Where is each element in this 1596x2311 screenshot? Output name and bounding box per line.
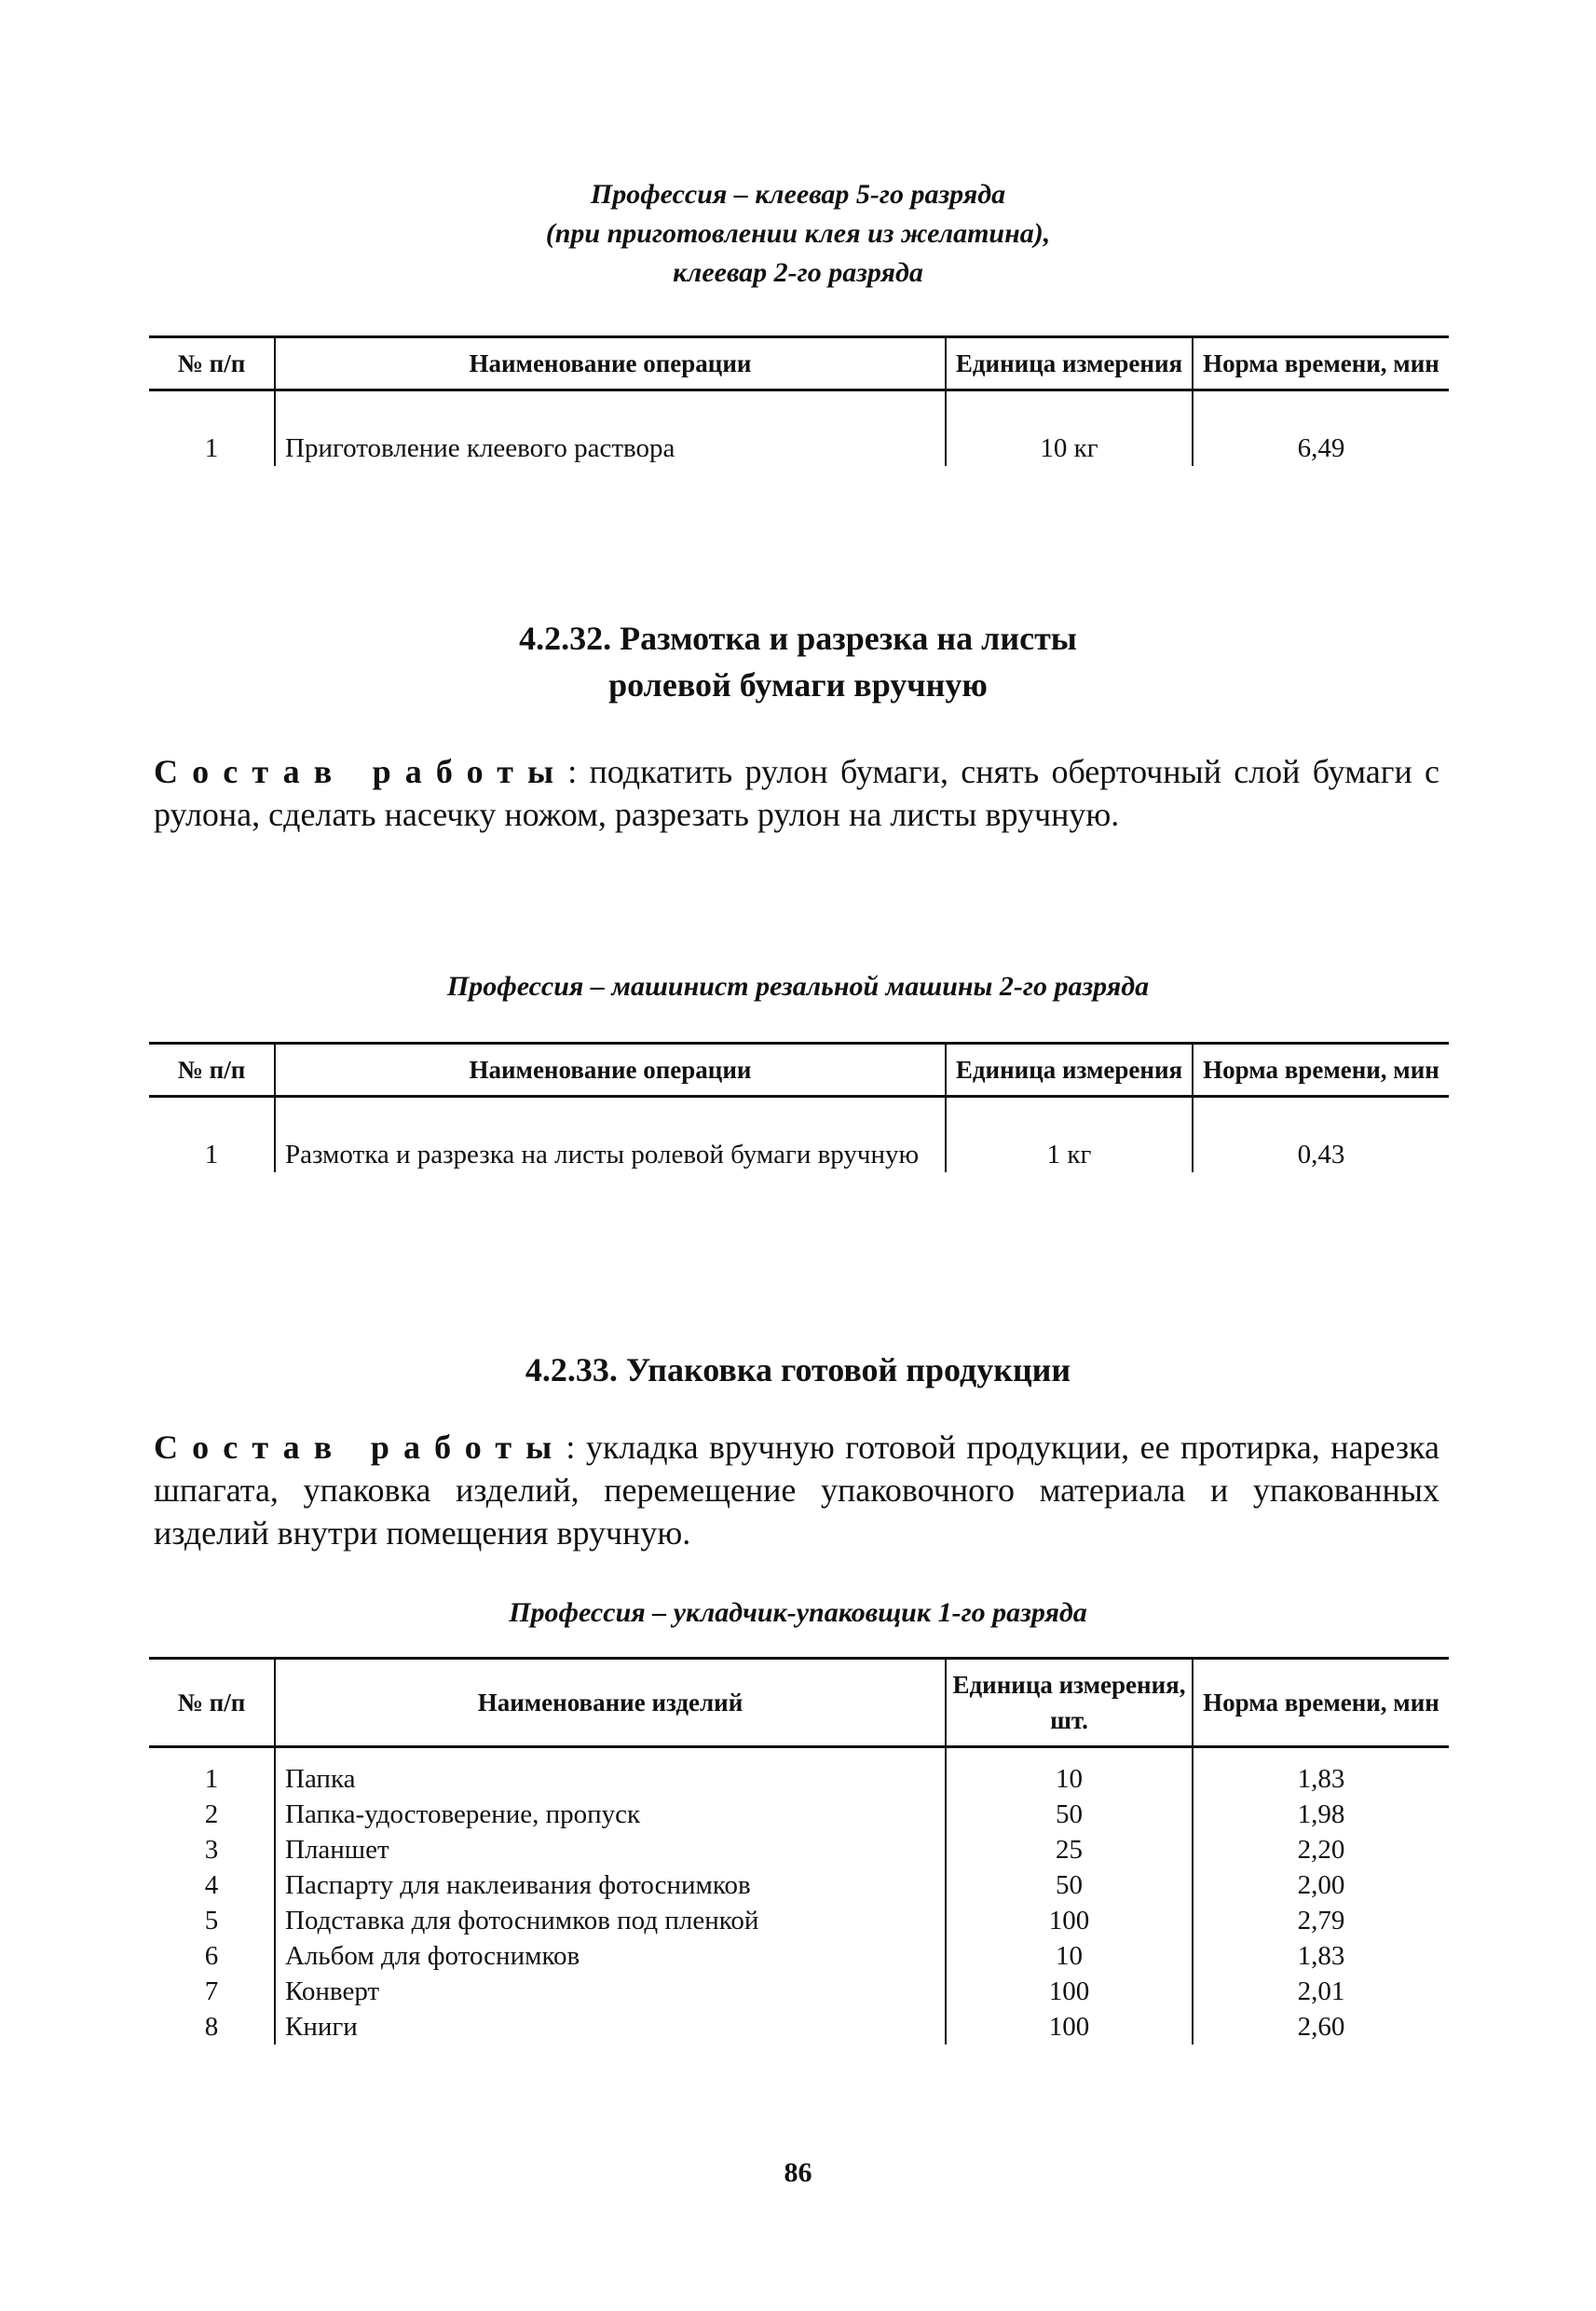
- profession-caption-2: [0, 967, 1596, 1006]
- row-unit: 100: [946, 1974, 1193, 2009]
- row-norm: 2,20: [1193, 1832, 1449, 1867]
- row-operation: Размотка и разрезка на листы ролевой бумаги вручную: [275, 1097, 946, 1173]
- row-unit: 50: [946, 1867, 1193, 1903]
- row-number: 3: [204, 1835, 219, 1865]
- table-row: [149, 1867, 1449, 1903]
- col-header-item: Наименование изделий: [275, 1659, 946, 1747]
- row-norm: 6,49: [1193, 390, 1449, 467]
- row-unit: 100: [946, 2009, 1193, 2044]
- row-unit: 10 кг: [946, 390, 1193, 467]
- row-item: Папка: [275, 1747, 946, 1798]
- row-number: 1: [204, 433, 219, 463]
- table-row: [149, 1974, 1449, 2009]
- caption-line: Профессия – укладчик-упаковщик 1-го разряда: [509, 1597, 1087, 1628]
- work-label: Состав работы: [154, 753, 568, 790]
- heading-line: 4.2.32. Размотка и разрезка на листы: [519, 620, 1077, 657]
- work-composition-2: [154, 1426, 1439, 1554]
- profession-caption-1: [0, 175, 1596, 293]
- row-item: Паспарту для наклеивания фотоснимков: [275, 1867, 946, 1903]
- table-row: [149, 1938, 1449, 1974]
- row-norm: 2,60: [1193, 2009, 1449, 2044]
- work-text: : подкатить рулон бумаги, снять оберточный слой бумаги с рулона, сделать насечку ножом, разрезать рулон на листы вручную.: [154, 753, 1440, 833]
- row-item: Планшет: [275, 1832, 946, 1867]
- row-unit: 100: [946, 1903, 1193, 1938]
- col-header-unit: Единица измерения, шт.: [946, 1659, 1193, 1747]
- table-row: [149, 1832, 1449, 1867]
- table-header-row: [149, 1659, 1449, 1747]
- norm-table-3: [149, 1657, 1449, 2044]
- row-norm: 1,98: [1193, 1797, 1449, 1832]
- caption-line: клеевар 2-го разряда: [673, 257, 923, 288]
- row-norm: 2,01: [1193, 1974, 1449, 2009]
- page-number: 86: [784, 2157, 812, 2188]
- row-number: 8: [204, 2012, 219, 2042]
- row-number: 2: [204, 1799, 219, 1829]
- caption-line: Профессия – клеевар 5-го разряда: [590, 179, 1006, 210]
- section-heading-4-2-32: [0, 615, 1596, 708]
- row-unit: 25: [946, 1832, 1193, 1867]
- table-header-row: [149, 1044, 1449, 1097]
- section-heading-4-2-33: [0, 1347, 1596, 1393]
- row-operation: Приготовление клеевого раствора: [275, 390, 946, 467]
- row-item: Папка-удостоверение, пропуск: [275, 1797, 946, 1832]
- col-header-number: № п/п: [149, 1044, 275, 1097]
- row-unit: 10: [946, 1747, 1193, 1798]
- row-unit: 1 кг: [946, 1097, 1193, 1173]
- table-row: [149, 2009, 1449, 2044]
- table-row: [149, 1097, 1449, 1173]
- col-header-operation: Наименование операции: [275, 1044, 946, 1097]
- caption-line: Профессия – машинист резальной машины 2-го разряда: [446, 971, 1150, 1002]
- row-number: 1: [204, 1140, 219, 1169]
- row-number: 1: [204, 1764, 219, 1794]
- col-header-unit: Единица измерения: [946, 1044, 1193, 1097]
- row-norm: 2,79: [1193, 1903, 1449, 1938]
- work-text: : укладка вручную готовой продукции, ее протирка, нарезка шпагата, упаковка изделий, перемещение упаковочного материала и упакованных изделий внутри помещения вручную.: [154, 1429, 1439, 1552]
- table-row: [149, 390, 1449, 467]
- col-header-number: № п/п: [149, 1659, 275, 1747]
- row-number: 7: [204, 1976, 219, 2006]
- row-item: Альбом для фотоснимков: [275, 1938, 946, 1974]
- col-header-norm: Норма времени, мин: [1193, 337, 1449, 390]
- row-item: Конверт: [275, 1974, 946, 2009]
- table-row: [149, 1797, 1449, 1832]
- work-label: Состав работы: [154, 1429, 566, 1466]
- row-norm: 0,43: [1193, 1097, 1449, 1173]
- row-unit: 10: [946, 1938, 1193, 1974]
- col-header-norm: Норма времени, мин: [1193, 1659, 1449, 1747]
- row-number: 4: [204, 1870, 219, 1900]
- norm-table-2: [149, 1042, 1449, 1172]
- caption-line: (при приготовлении клея из желатина),: [545, 218, 1051, 249]
- table-header-row: [149, 337, 1449, 390]
- norm-table-1: [149, 335, 1449, 466]
- row-norm: 2,00: [1193, 1867, 1449, 1903]
- row-number: 5: [204, 1906, 219, 1935]
- work-composition-1: [154, 750, 1439, 836]
- row-unit: 50: [946, 1797, 1193, 1832]
- row-item: Книги: [275, 2009, 946, 2044]
- col-header-norm: Норма времени, мин: [1193, 1044, 1449, 1097]
- row-norm: 1,83: [1193, 1938, 1449, 1974]
- row-norm: 1,83: [1193, 1747, 1449, 1798]
- heading-line: ролевой бумаги вручную: [608, 666, 988, 704]
- col-header-number: № п/п: [149, 337, 275, 390]
- row-item: Подставка для фотоснимков под пленкой: [275, 1903, 946, 1938]
- profession-caption-3: [0, 1593, 1596, 1633]
- col-header-unit: Единица измерения: [946, 337, 1193, 390]
- row-number: 6: [204, 1941, 219, 1971]
- col-header-operation: Наименование операции: [275, 337, 946, 390]
- heading-line: 4.2.33. Упаковка готовой продукции: [525, 1351, 1071, 1388]
- table-row: [149, 1903, 1449, 1938]
- table-row: [149, 1747, 1449, 1798]
